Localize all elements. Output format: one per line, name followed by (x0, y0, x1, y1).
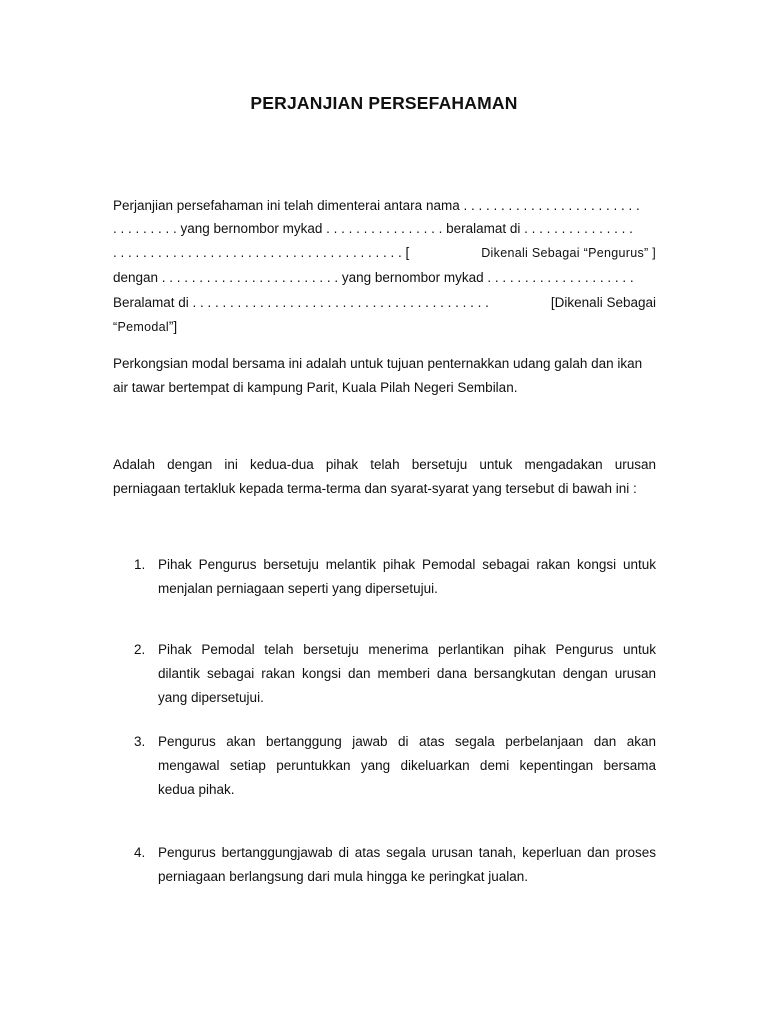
para1-line-2: air tawar bertempat di kampung Parit, Kuala Pilah Negeri Sembilan. (113, 380, 518, 395)
list-item-line: Pihak Pemodal telah bersetuju menerima perlantikan pihak Pengurus untuk (158, 642, 656, 657)
list-item-line: menjalan perniagaan seperti yang dipersetujui. (158, 581, 438, 596)
list-item (158, 553, 656, 601)
pemodal-label: “Pemodal (113, 320, 169, 334)
list-item-line: yang dipersetujui. (158, 690, 264, 705)
list-item (158, 841, 656, 889)
pemodal-label-close: ”] (168, 319, 178, 334)
para2-line-2: perniagaan tertakluk kepada terma-terma dan syarat-syarat yang tersebut di bawah ini : (113, 481, 637, 496)
para2-line-1: Adalah dengan ini kedua-dua pihak telah bersetuju untuk mengadakan urusan (113, 457, 656, 472)
intro-line-2: . . . . . . . . . yang bernombor mykad . . . . . . . . . . . . . . . . beralamat di . . . . . . . . . . . . . . . (113, 221, 633, 236)
list-item (158, 730, 656, 802)
intro-line-6 (113, 317, 177, 337)
list-item-line: kedua pihak. (158, 782, 235, 797)
intro-line-5-label: [Dikenali Sebagai (550, 295, 656, 310)
document-title: PERJANJIAN PERSEFAHAMAN (250, 93, 518, 113)
list-item-line: dilantik sebagai rakan kongsi dan memberi dana bersangkutan dengan urusan (158, 666, 656, 681)
list-item (158, 638, 656, 710)
item-number: 1. (134, 557, 146, 572)
list-item-line: Pihak Pengurus bersetuju melantik pihak Pemodal sebagai rakan kongsi untuk (158, 557, 656, 572)
intro-line-5 (113, 293, 656, 313)
intro-line-1: Perjanjian persefahaman ini telah dimenterai antara nama . . . . . . . . . . . . . . . . . . . . . . . . (113, 198, 640, 213)
intro-line-3-dots: . . . . . . . . . . . . . . . . . . . . . . . . . . . . . . . . . . . . . . . [ (113, 245, 410, 260)
intro-line-5-address: Beralamat di . . . . . . . . . . . . . . . . . . . . . . . . . . . . . . . . . . . . . . . . (113, 295, 489, 310)
item-number: 3. (134, 734, 146, 749)
item-number: 2. (134, 642, 146, 657)
para1-line-1: Perkongsian modal bersama ini adalah untuk tujuan penternakkan udang galah dan ikan (113, 356, 643, 371)
pengurus-label: Dikenali Sebagai “Pengurus” ] (481, 246, 656, 260)
intro-line-3 (113, 243, 656, 263)
item-number: 4. (134, 845, 146, 860)
intro-line-4: dengan . . . . . . . . . . . . . . . . . . . . . . . . yang bernombor mykad . . . . . . . . . . . . . . . . . . . . (113, 270, 634, 285)
list-item-line: perniagaan berlangsung dari mula hingga ke peringkat jualan. (158, 869, 529, 884)
list-item-line: Pengurus akan bertanggung jawab di atas segala perbelanjaan dan akan (158, 734, 656, 749)
list-item-line: mengawal setiap peruntukkan yang dikeluarkan demi kepentingan bersama (158, 758, 656, 773)
list-item-line: Pengurus bertanggungjawab di atas segala urusan tanah, keperluan dan proses (158, 845, 656, 860)
